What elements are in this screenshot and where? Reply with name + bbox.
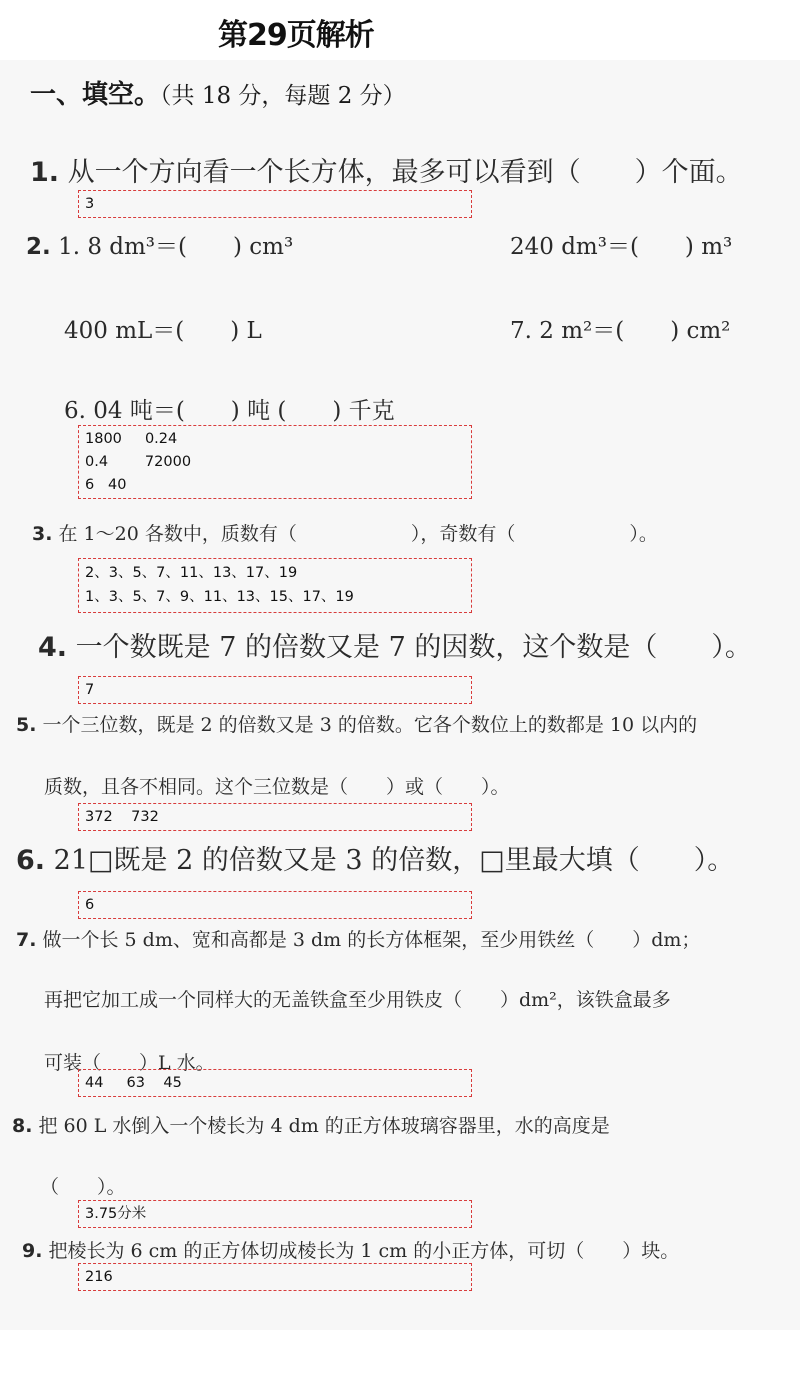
question-number: 6.: [16, 845, 46, 876]
question-2-line-1-right: 240 dm³＝( ) m³: [510, 234, 733, 260]
question-text: 在 1～20 各数中，质数有（ ），奇数有（ ）。: [58, 523, 658, 545]
question-text: 一个数既是 7 的倍数又是 7 的因数，这个数是（ ）。: [75, 632, 752, 663]
question-7-line-1: [16, 925, 700, 952]
question-2-line-2-left: 400 mL＝( ) L: [64, 318, 262, 344]
question-7-line-2: 再把它加工成一个同样大的无盖铁盒至少用铁皮（ ）dm²，该铁盒最多: [44, 989, 671, 1011]
question-4: [38, 625, 752, 664]
question-number: 4.: [38, 632, 68, 663]
question-2-line-1-left: [26, 228, 293, 261]
question-text: 把 60 L 水倒入一个棱长为 4 dm 的正方体玻璃容器里，水的高度是: [38, 1115, 610, 1137]
question-9: [22, 1236, 679, 1263]
question-number: 1.: [30, 157, 60, 188]
question-number: 8.: [12, 1115, 33, 1137]
question-text: 一个三位数，既是 2 的倍数又是 3 的倍数。它各个数位上的数都是 10 以内的: [42, 714, 698, 736]
question-5-line-2: 质数，且各不相同。这个三位数是（ ）或（ ）。: [44, 776, 510, 798]
question-text: 1. 8 dm³＝( ) cm³: [58, 234, 294, 260]
answer-box-8: 3.75分米: [78, 1200, 472, 1228]
question-8-line-1: [12, 1111, 610, 1138]
question-number: 3.: [32, 523, 53, 545]
answer-box-5: 372 732: [78, 803, 472, 831]
section-title: 一、填空。: [30, 80, 161, 110]
question-8-line-2: （ ）。: [40, 1176, 126, 1198]
answer-box-6: 6: [78, 891, 472, 919]
answer-box-1: 3: [78, 190, 472, 218]
answer-box-4: 7: [78, 676, 472, 704]
question-number: 2.: [26, 234, 51, 260]
question-7-line-3: 可装（ ）L 水。: [44, 1052, 215, 1074]
answer-box-2: 1800 0.24 0.4 72000 6 40: [78, 425, 472, 499]
section-points: （共 18 分，每题 2 分）: [160, 83, 406, 109]
question-2-line-3: 6. 04 吨＝( ) 吨 ( ) 千克: [64, 398, 395, 424]
question-2-line-2-right: 7. 2 m²＝( ) cm²: [510, 318, 731, 344]
answer-box-9: 216: [78, 1263, 472, 1291]
answer-box-3: 2、3、5、7、11、13、17、19 1、3、5、7、9、11、13、15、17、19: [78, 558, 472, 613]
page-title: 第29页解析: [218, 18, 374, 53]
question-text: 把棱长为 6 cm 的正方体切成棱长为 1 cm 的小正方体，可切（ ）块。: [48, 1240, 680, 1262]
question-text: 做一个长 5 dm、宽和高都是 3 dm 的长方体框架，至少用铁丝（ ）dm；: [42, 929, 701, 951]
question-number: 5.: [16, 714, 37, 736]
question-number: 7.: [16, 929, 37, 951]
question-number: 9.: [22, 1240, 43, 1262]
question-6: [16, 838, 734, 877]
question-5-line-1: [16, 710, 697, 737]
question-3: [32, 519, 658, 546]
answer-box-7: 44 63 45: [78, 1069, 472, 1097]
question-1: [30, 150, 743, 189]
section-heading: [30, 74, 406, 111]
question-text: 从一个方向看一个长方体，最多可以看到（ ）个面。: [67, 157, 743, 188]
question-text: 21□既是 2 的倍数又是 3 的倍数，□里最大填（ ）。: [53, 845, 735, 876]
